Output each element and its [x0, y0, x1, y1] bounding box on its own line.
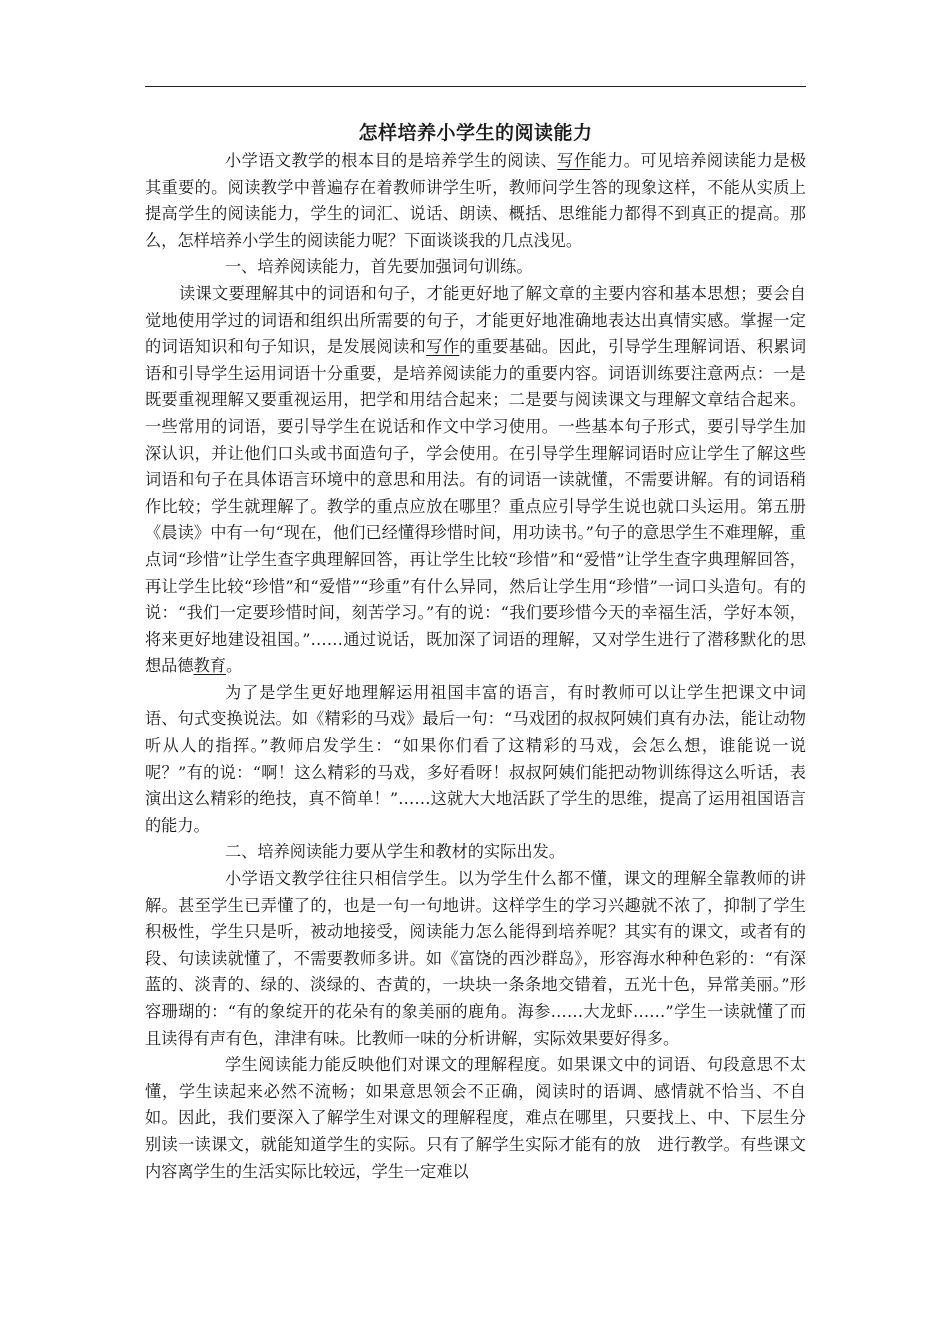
paragraph-intro: 小学语文教学的根本目的是培养学生的阅读、写作能力。可见培养阅读能力是极其重要的。阅读教学中普遍存在着教师讲学生听，教师问学生答的现象这样，不能从实质上提高学生的阅读能力，学生的词汇、说话、朗读、概括、思维能力都得不到真正的提高。那么，怎样培养小学生的阅读能力呢？下面谈谈我的几点浅见。	[145, 151, 807, 250]
link-writing[interactable]: 写作	[557, 151, 591, 170]
header-rule	[145, 86, 806, 87]
paragraph-circus: 为了是学生更好地理解运用祖国丰富的语言，有时教师可以让学生把课文中词语、句式变换说法。如《精彩的马戏》最后一句：“马戏团的叔叔阿姨们真有办法，能让动物听从人的指挥。”教师启发学生：“如果你们看了这精彩的马戏，会怎么想，谁能说一说呢？”有的说：“啊！这么精彩的马戏，多好看呀！叔叔阿姨们能把动物训练得这么听话，表演出这么精彩的绝技，真不简单！”……这就大大地活跃了学生的思维，提高了运用祖国语言的能力。	[145, 682, 806, 835]
paragraph-comprehension: 学生阅读能力能反映他们对课文的理解程度。如果课文中的词语、句段意思不太懂，学生读起来必然不流畅；如果意思领会不正确，阅读时的语调、感情就不恰当、不自如。因此，我们要深入了解学生对课文的理解程度，难点在哪里，只要找上、中、下层生分别读一读课文，就能知道学生的实际。只有了解学生实际才能有的放 进行教学。有些课文内容离学生的生活实际比较远，学生一定难以	[145, 1055, 806, 1181]
paragraph-word-training: 读课文要理解其中的词语和句子，才能更好地了解文章的主要内容和基本思想；要会自觉地使用学过的词语和组织出所需要的句子，才能更好地准确地表达出真情实感。掌握一定的词语知识和句子知识，是发展阅读和写作的重要基础。因此，引导学生理解词语、积累词语和引导学生运用词语十分重要，是培养阅读能力的重要内容。词语训练要注意两点：一是既要重视理解又要重视运用，把学和用结合起来；二是要与阅读课文与理解文章结合起来。一些常用的词语，要引导学生在说话和作文中学习使用。一些基本句子形式，要引导学生加深认识，并让他们口头或书面造句子，学会使用。在引导学生理解词语时应让学生了解这些词语和句子在具体语言环境中的意思和用法。有的词语一读就懂，不需要讲解。有的词语稍作比较；学生就理解了。教学的重点应放在哪里？重点应引导学生说也就口头运用。第五册《晨读》中有一句“现在，他们已经懂得珍惜时间，用功读书。”句子的意思学生不难理解，重点词“珍惜”让学生查字典理解回答，再让学生比较“珍惜”和“爱惜”让学生查字典理解回答，再让学生比较“珍惜”和“爱惜”“珍重”有什么异同，然后让学生用“珍惜”一词口头造句。有的说：“我们一定要珍惜时间，刻苦学习。”有的说：“我们要珍惜今天的幸福生活，学好本领，将来更好地建设祖国。”……通过说话，既加深了词语的理解，又对学生进行了潜移默化的思想品德教育。	[145, 283, 807, 676]
section-heading-1: 一、培养阅读能力，首先要加强词句训练。	[225, 257, 533, 277]
document-title: 怎样培养小学生的阅读能力	[358, 122, 593, 144]
link-education[interactable]: 教育	[193, 656, 226, 676]
section-heading-2: 二、培养阅读能力要从学生和教材的实际出发。	[225, 842, 565, 862]
paragraph-xisha: 小学语文教学往往只相信学生。以为学生什么都不懂，课文的理解全靠教师的讲解。甚至学生已弄懂了的，也是一句一句地讲。这样学生的学习兴趣就不浓了，抑制了学生积极性，学生只是听，被动地接受，阅读能力怎么能得到培养呢？其实有的课文，或者有的段、句读读就懂了，不需要教师多讲。如《富饶的西沙群岛》，形容海水种种色彩的：“有深蓝的、淡青的、绿的、淡绿的、杏黄的，一块块一条条地交错着，五光十色，异常美丽。”形容珊瑚的：“有的象绽开的花朵有的象美丽的鹿角。海参……大龙虾……”学生一读就懂了而且读得有声有色，津津有味。比教师一味的分析讲解，实际效果要好得多。	[145, 869, 806, 1048]
link-writing[interactable]: 写作	[426, 337, 460, 357]
document-body	[145, 118, 806, 1185]
